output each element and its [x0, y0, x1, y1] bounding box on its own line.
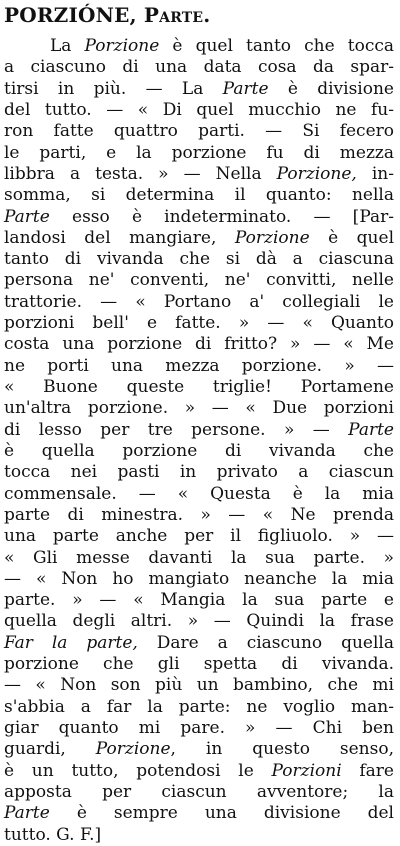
text-run: è sempre una divisione del: [49, 803, 394, 824]
text-line: [0, 121, 394, 142]
text-line: [0, 441, 394, 462]
text-line: [0, 164, 394, 185]
text-run: commensale. — « Questa è la mia: [4, 483, 394, 504]
entry-heading: [4, 3, 210, 27]
text-run: in-: [356, 163, 394, 184]
text-line: [0, 611, 394, 632]
italic-term: Porzioni: [271, 760, 342, 781]
entry-headword: PORZIÓNE,: [4, 3, 137, 27]
text-line: [0, 270, 394, 291]
text-run: — « Non ho mangiato neanche la mia: [4, 568, 394, 589]
text-line: [0, 569, 394, 590]
text-run: un'altra porzione. » — « Due porzioni: [4, 398, 394, 419]
text-run: è divisione: [268, 78, 394, 99]
text-run: apposta per ciascun avventore; la: [4, 781, 394, 802]
text-run: s'abbia a far la parte: ne voglio man-: [4, 696, 394, 717]
italic-term: Parte: [222, 78, 269, 99]
text-run: ron fatte quattro parti. — Si fecero: [4, 121, 394, 142]
text-run: porzione che gli spetta di vivanda.: [4, 654, 394, 675]
text-run: esso è indeterminato. — [Par-: [49, 206, 394, 227]
text-line: [0, 484, 394, 505]
text-line: [0, 334, 394, 355]
text-line: [0, 548, 394, 569]
text-run: una parte anche per il figliuolo. » —: [4, 526, 394, 547]
entry-synonym: Parte.: [143, 3, 211, 27]
text-line: [0, 356, 394, 377]
text-line: [0, 505, 394, 526]
text-run: tanto di vivanda che si dà a ciascuna: [4, 249, 394, 270]
text-line: [0, 633, 394, 654]
text-line: [0, 313, 394, 334]
text-run: è un tutto, potendosi le: [4, 760, 272, 781]
italic-term: Porzione,: [276, 163, 357, 184]
text-line: [0, 57, 394, 78]
text-run: fare: [341, 760, 394, 781]
text-run: somma, si determina il quanto: nella: [4, 185, 394, 206]
text-line: [0, 207, 394, 228]
text-line: [0, 654, 394, 675]
text-line: [0, 79, 394, 100]
text-line: [0, 249, 394, 270]
text-run: « Gli messe davanti la sua parte. »: [4, 547, 394, 568]
italic-term: Porzione: [84, 36, 160, 56]
text-run: tirsi in più. — La: [4, 78, 223, 99]
text-run: costa una porzione di fritto? » — « Me: [4, 334, 394, 355]
text-run: , in questo senso,: [170, 739, 394, 760]
text-run: porzioni bell' e fatte. » — « Quanto: [4, 313, 394, 334]
text-line: [0, 590, 394, 611]
text-line: [0, 398, 394, 419]
italic-term: Parte: [4, 803, 50, 824]
text-run: di lesso per tre persone. » —: [4, 419, 349, 440]
entry-body: [0, 36, 400, 846]
text-run: « Buone queste triglie! Portamene: [4, 377, 394, 397]
text-run: trattorie. — « Portano a' collegiali le: [4, 291, 394, 312]
text-run: La: [50, 36, 85, 56]
text-run: è quella porzione di vivanda che: [4, 440, 394, 461]
text-run: le parti, e la porzione fu di mezza: [4, 142, 394, 163]
text-run: tocca nei pasti in privato a ciascun: [4, 462, 394, 483]
text-run: parte. » — « Mangia la sua parte e: [4, 590, 394, 611]
text-run: libbra a testa. » — Nella: [4, 163, 277, 184]
text-run: tutto. G. F.]: [4, 824, 102, 845]
text-run: landosi del mangiare,: [4, 227, 235, 248]
text-line: [0, 292, 394, 313]
text-line: [0, 185, 394, 206]
text-line: [0, 462, 394, 483]
text-run: persona ne' conventi, ne' convitti, nelle: [4, 270, 394, 291]
text-run: giar quanto mi pare. » — Chi ben: [4, 718, 394, 738]
text-line: [0, 697, 394, 718]
text-run: parte di minestra. » — « Ne prenda: [4, 504, 394, 525]
text-line: [0, 718, 394, 739]
text-line: [0, 100, 394, 121]
italic-term: Porzione: [234, 227, 310, 248]
italic-term: Far la parte,: [4, 632, 138, 653]
text-run: ne porti una mezza porzione. » —: [4, 355, 394, 376]
text-run: è quel: [309, 227, 394, 248]
text-line: [0, 739, 394, 760]
text-line: [0, 143, 394, 164]
text-line: [0, 526, 394, 547]
text-run: Dare a ciascuno quella: [137, 632, 394, 653]
text-line: [0, 377, 394, 398]
italic-term: Parte: [4, 206, 50, 227]
text-line: [0, 675, 394, 696]
text-line: [0, 36, 394, 57]
text-run: del tutto. — « Di quel mucchio ne fu-: [4, 99, 394, 120]
text-run: a ciascuno di una data cosa da spar-: [4, 57, 394, 78]
italic-term: Parte: [348, 419, 394, 440]
text-run: quella degli altri. » — Quindi la frase: [4, 611, 394, 632]
text-line: [0, 825, 394, 846]
text-run: è quel tanto che tocca: [159, 36, 394, 56]
text-line: [0, 803, 394, 824]
text-run: guardi,: [4, 739, 96, 760]
italic-term: Porzione: [95, 739, 171, 760]
text-run: — « Non son più un bambino, che mi: [4, 675, 394, 696]
text-line: [0, 761, 394, 782]
text-line: [0, 228, 394, 249]
text-line: [0, 420, 394, 441]
